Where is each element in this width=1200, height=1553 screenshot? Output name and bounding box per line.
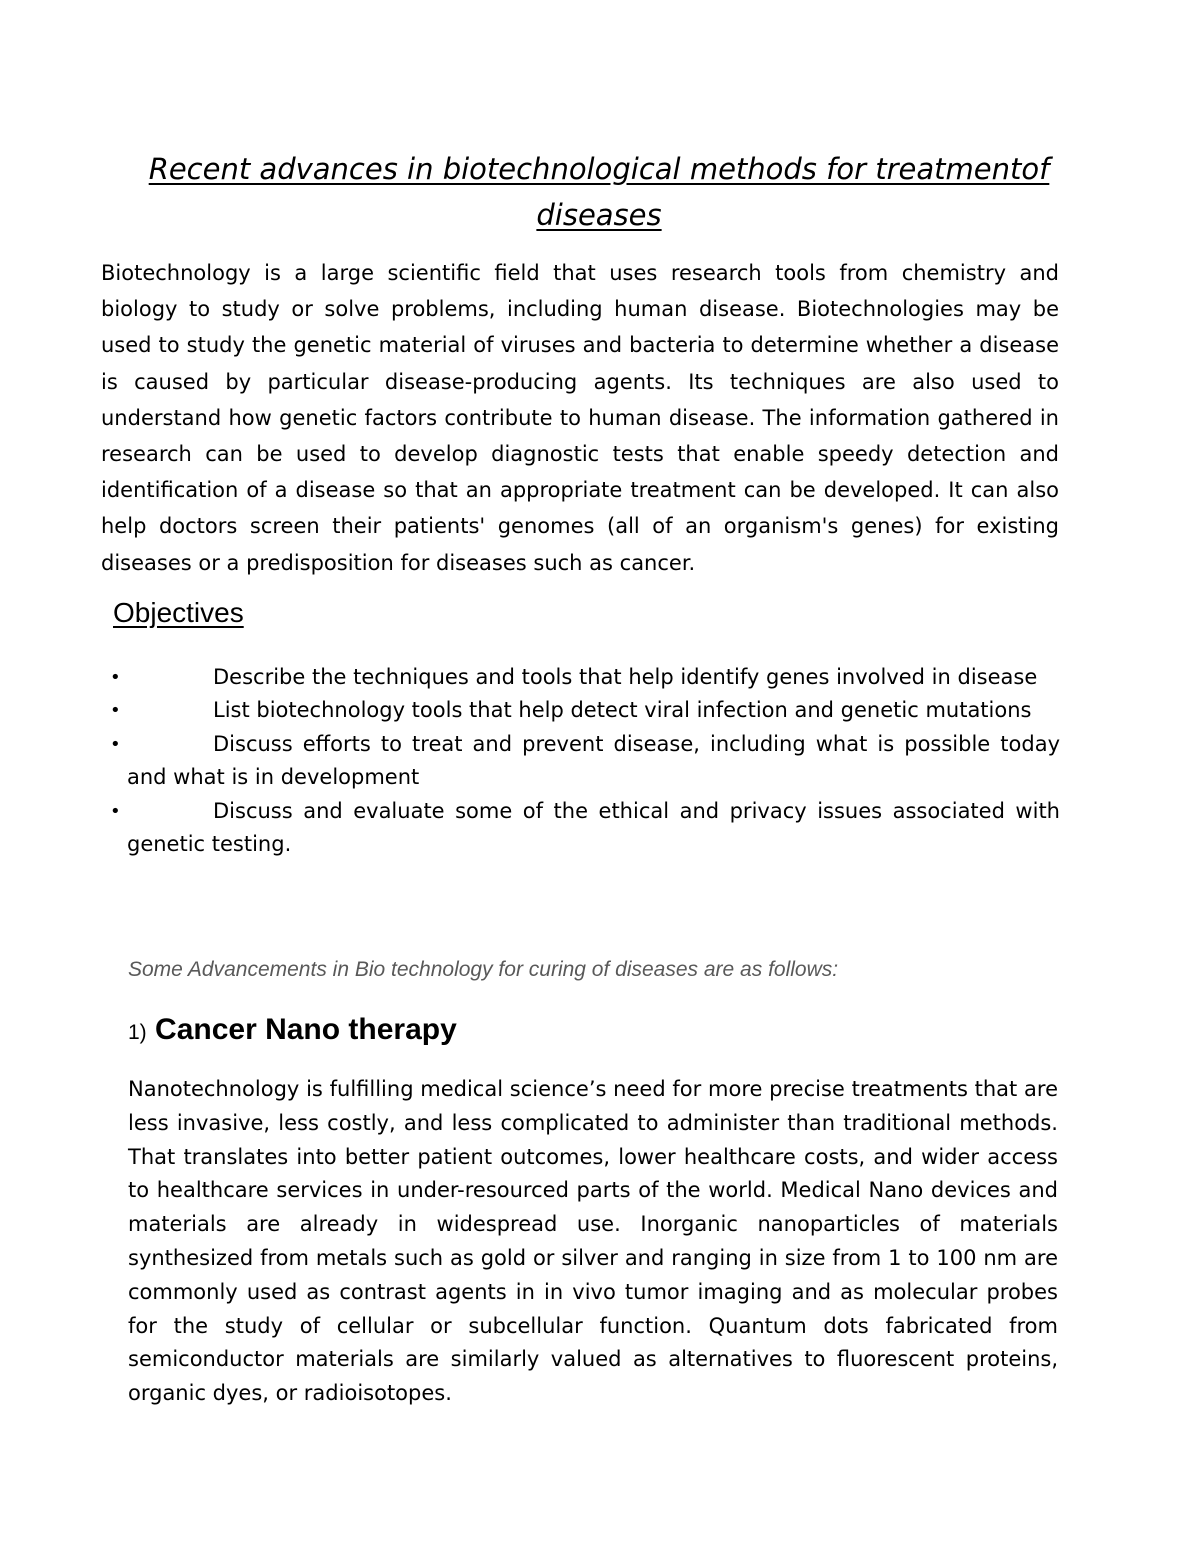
- objective-text: List biotechnology tools that help detect viral infection and genetic mutations: [213, 698, 1032, 723]
- section-heading-cancer-nano-therapy: [128, 1010, 457, 1053]
- bullet-icon: •: [110, 667, 121, 688]
- bullet-icon: •: [110, 700, 121, 722]
- objectives-heading: Objectives: [113, 597, 244, 628]
- document-title: Recent advances in biotechnological methods for treatmentof diseases: [148, 152, 1050, 232]
- objective-item: [110, 694, 1060, 727]
- cancer-nano-therapy-paragraph: Nanotechnology is fulfilling medical science’s need for more precise treatments that are less invasive, less costly, and less complicated to administer than traditional methods. That translates into better patient outcomes, lower healthcare costs, and wider access to healthcare services in under-resourced parts of the world. Medical Nano devices and materials are already in widespread use. Inorganic nanoparticles of materials synthesized from metals such as gold or silver and ranging in size from 1 to 100 nm are commonly used as contrast agents in in vivo tumor imaging and as molecular probes for the study of cellular or subcellular function. Quantum dots fabricated from semiconductor materials are similarly valued as alternatives to fluorescent proteins, organic dyes, or radioisotopes.: [128, 1077, 1058, 1406]
- objective-text: Describe the techniques and tools that help identify genes involved in disease: [213, 665, 1038, 689]
- objective-item: [110, 795, 1060, 862]
- objective-item: [110, 728, 1060, 795]
- objective-text: Discuss and evaluate some of the ethical and privacy issues associated with genetic testing.: [127, 798, 1060, 857]
- intro-paragraph: Biotechnology is a large scientific field that uses research tools from chemistry and biology to study or solve problems, including human disease. Biotechnologies may be used to study the genetic material of viruses and bacteria to determine whether a disease is caused by particular disease-producing agents. Its techniques are also used to understand how genetic factors contribute to human disease. The information gathered in research can be used to develop diagnostic tests that enable speedy detection and identification of a disease so that an appropriate treatment can be developed. It can also help doctors screen their patients' genomes (all of an organism's genes) for existing diseases or a predisposition for diseases such as cancer.: [101, 261, 1059, 575]
- bullet-icon: •: [110, 733, 121, 755]
- advancements-intro: Some Advancements in Bio technology for curing of diseases are as follows:: [128, 958, 839, 981]
- objectives-list: [110, 661, 1060, 861]
- section-title: Cancer Nano therapy: [155, 1013, 457, 1046]
- objective-text: Discuss efforts to treat and prevent disease, including what is possible today and what is in development: [127, 731, 1060, 790]
- section-number: 1): [128, 1021, 147, 1044]
- objective-item: [110, 661, 1060, 694]
- bullet-icon: •: [110, 800, 121, 822]
